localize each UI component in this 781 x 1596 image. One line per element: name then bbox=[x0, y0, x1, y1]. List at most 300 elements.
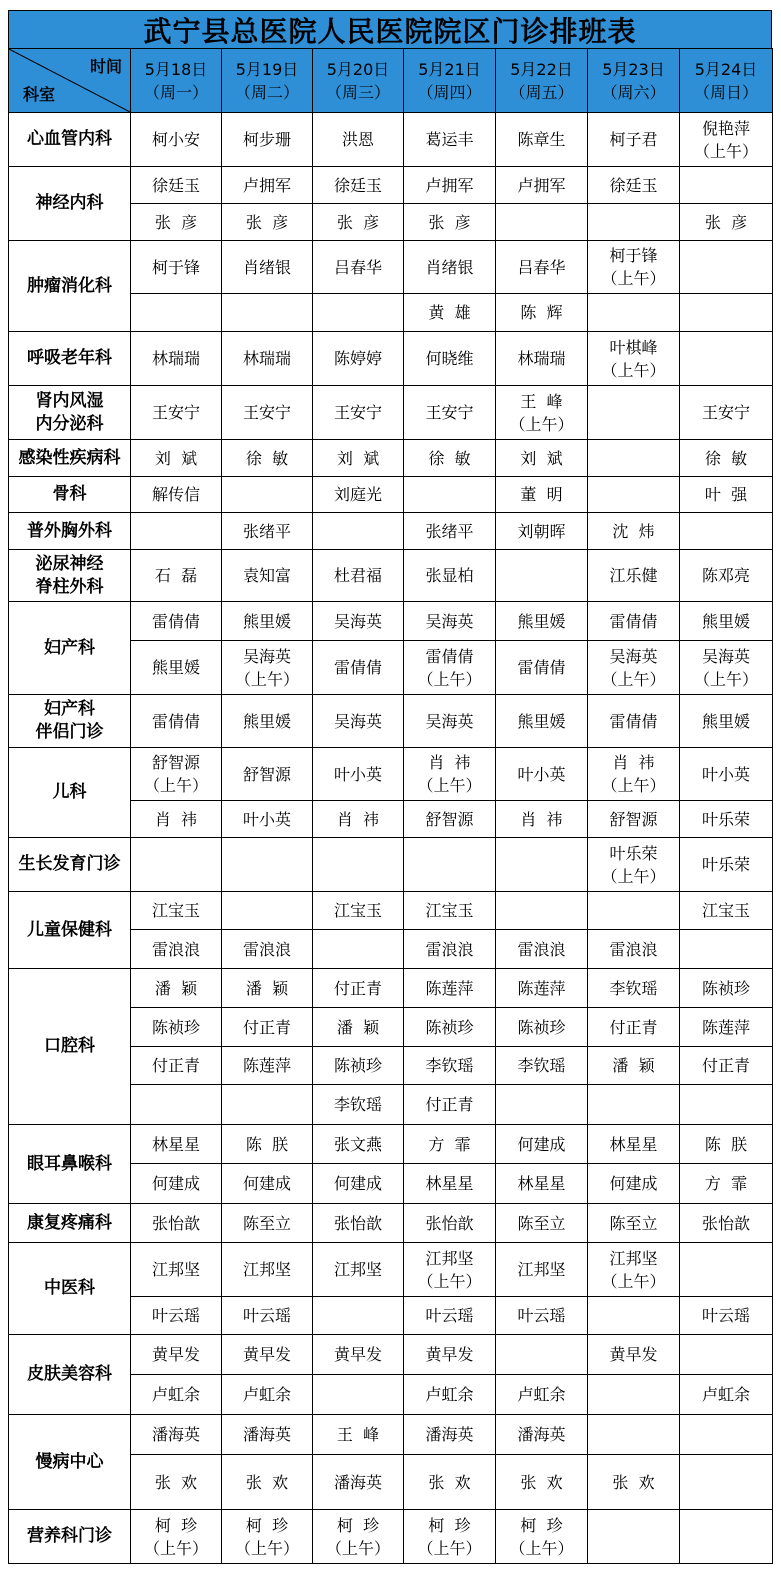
doctor-name: 林瑞瑞 bbox=[151, 349, 200, 368]
schedule-cell bbox=[222, 440, 313, 477]
schedule-cell bbox=[404, 477, 496, 513]
schedule-cell bbox=[680, 1085, 773, 1125]
schedule-cell bbox=[313, 386, 404, 440]
doctor-name: 付正青 bbox=[609, 1017, 658, 1037]
schedule-cell bbox=[131, 1204, 222, 1243]
session-note: （上午） bbox=[693, 669, 758, 689]
schedule-cell bbox=[131, 892, 222, 930]
schedule-cell bbox=[222, 969, 313, 1008]
schedule-cell bbox=[680, 930, 773, 969]
schedule-cell bbox=[313, 1510, 404, 1564]
session-note: （上午） bbox=[601, 776, 666, 795]
schedule-cell bbox=[680, 969, 773, 1008]
doctor-name: 叶乐荣 bbox=[701, 855, 750, 874]
schedule-cell bbox=[680, 167, 773, 204]
doctor-name: 吴海英 bbox=[333, 711, 382, 731]
department-name-line: 伴侣门诊 bbox=[35, 722, 104, 742]
doctor-name: 黄早发 bbox=[242, 1345, 291, 1364]
schedule-cell bbox=[496, 1085, 588, 1125]
schedule-cell bbox=[404, 1375, 496, 1415]
doctor-name: 张 欢 bbox=[245, 1472, 289, 1492]
schedule-cell bbox=[680, 241, 773, 294]
schedule-cell bbox=[680, 1415, 773, 1455]
schedule-cell bbox=[496, 113, 588, 167]
schedule-cell bbox=[496, 332, 588, 386]
schedule-cell bbox=[588, 1243, 680, 1297]
doctor-name: 何建成 bbox=[333, 1174, 382, 1193]
schedule-row bbox=[9, 602, 773, 641]
doctor-name: 潘海英 bbox=[333, 1472, 382, 1492]
schedule-cell bbox=[496, 167, 588, 204]
schedule-cell bbox=[680, 332, 773, 386]
schedule-cell bbox=[131, 294, 222, 332]
department-name bbox=[9, 1125, 131, 1204]
schedule-cell bbox=[313, 440, 404, 477]
schedule-cell bbox=[404, 930, 496, 969]
schedule-cell bbox=[222, 113, 313, 167]
doctor-name: 吴海英 bbox=[425, 611, 474, 631]
doctor-name: 雷倩倩 bbox=[609, 711, 658, 731]
schedule-cell bbox=[222, 1085, 313, 1125]
doctor-name: 叶云瑶 bbox=[151, 1306, 200, 1325]
session-note: （上午） bbox=[601, 1271, 666, 1291]
schedule-cell bbox=[313, 748, 404, 801]
schedule-cell bbox=[680, 1335, 773, 1375]
schedule-row bbox=[9, 167, 773, 204]
doctor-name: 王安宁 bbox=[333, 403, 382, 422]
doctor-name: 洪恩 bbox=[341, 130, 374, 149]
schedule-cell bbox=[588, 1455, 680, 1510]
schedule-cell bbox=[680, 386, 773, 440]
schedule-cell bbox=[496, 1164, 588, 1204]
doctor-name: 雷倩倩 bbox=[333, 658, 382, 677]
doctor-name: 张 彦 bbox=[336, 212, 380, 232]
doctor-name: 陈祯珍 bbox=[701, 978, 750, 998]
schedule-cell bbox=[313, 1375, 404, 1415]
schedule-row bbox=[9, 1204, 773, 1243]
doctor-name: 黄早发 bbox=[151, 1345, 200, 1364]
schedule-cell bbox=[313, 602, 404, 641]
schedule-cell bbox=[131, 1375, 222, 1415]
doctor-name: 陈婷婷 bbox=[333, 349, 382, 368]
department-name bbox=[9, 1335, 131, 1415]
schedule-cell bbox=[313, 332, 404, 386]
doctor-name: 雷浪浪 bbox=[425, 939, 474, 959]
doctor-name: 李钦瑶 bbox=[333, 1095, 382, 1114]
schedule-cell bbox=[496, 1335, 588, 1375]
schedule-cell bbox=[222, 1008, 313, 1047]
doctor-name: 潘 颖 bbox=[245, 978, 289, 998]
doctor-name: 叶小英 bbox=[333, 764, 382, 784]
doctor-name: 江邦坚 bbox=[333, 1260, 382, 1279]
doctor-name: 卢拥军 bbox=[242, 175, 291, 195]
schedule-cell bbox=[588, 641, 680, 695]
schedule-cell bbox=[131, 1415, 222, 1455]
schedule-cell bbox=[588, 440, 680, 477]
schedule-cell bbox=[313, 838, 404, 892]
schedule-cell bbox=[496, 602, 588, 641]
session-note: （上午） bbox=[509, 1538, 574, 1558]
schedule-cell bbox=[222, 1455, 313, 1510]
schedule-cell bbox=[680, 1164, 773, 1204]
schedule-cell bbox=[131, 1125, 222, 1164]
schedule-cell bbox=[313, 1085, 404, 1125]
schedule-cell bbox=[404, 513, 496, 550]
doctor-name: 江邦坚 bbox=[242, 1260, 291, 1279]
department-name-line: 呼吸老年科 bbox=[27, 348, 112, 368]
schedule-cell bbox=[131, 838, 222, 892]
department-name-line: 骨科 bbox=[52, 484, 87, 504]
doctor-name: 陈莲萍 bbox=[242, 1056, 291, 1075]
schedule-cell bbox=[222, 1297, 313, 1335]
doctor-name: 陈莲萍 bbox=[425, 978, 474, 998]
schedule-cell bbox=[131, 641, 222, 695]
schedule-cell bbox=[588, 1164, 680, 1204]
doctor-name: 熊里媛 bbox=[242, 711, 291, 731]
schedule-cell bbox=[131, 801, 222, 838]
day-date: 5月22日 bbox=[510, 59, 573, 79]
schedule-cell bbox=[404, 801, 496, 838]
department-name-line: 妇产科 bbox=[44, 637, 95, 658]
schedule-cell bbox=[404, 1125, 496, 1164]
department-name-line: 康复疼痛科 bbox=[27, 1212, 112, 1233]
schedule-cell bbox=[313, 113, 404, 167]
doctor-name: 黄早发 bbox=[609, 1345, 658, 1364]
department-name-line: 普外胸外科 bbox=[27, 520, 112, 541]
schedule-cell bbox=[496, 386, 588, 440]
schedule-cell bbox=[131, 332, 222, 386]
schedule-cell bbox=[680, 550, 773, 602]
doctor-name: 陈 朕 bbox=[245, 1134, 289, 1154]
doctor-name: 何建成 bbox=[242, 1174, 291, 1193]
doctor-name: 刘 斌 bbox=[336, 448, 380, 468]
schedule-cell bbox=[222, 892, 313, 930]
doctor-name: 徐 敏 bbox=[428, 448, 471, 468]
schedule-row bbox=[9, 550, 773, 602]
doctor-name: 张绪平 bbox=[242, 521, 291, 541]
doctor-name: 何建成 bbox=[517, 1134, 566, 1154]
doctor-name: 刘庭光 bbox=[333, 485, 382, 504]
schedule-row bbox=[9, 332, 773, 386]
department-name-line: 营养科门诊 bbox=[27, 1526, 112, 1546]
doctor-name: 陈祯珍 bbox=[151, 1017, 200, 1037]
schedule-cell bbox=[313, 930, 404, 969]
schedule-cell bbox=[588, 1047, 680, 1085]
schedule-cell bbox=[313, 294, 404, 332]
doctor-name: 王安宁 bbox=[151, 403, 200, 422]
day-weekday: （周一） bbox=[143, 82, 208, 102]
session-note: （上午） bbox=[417, 669, 482, 689]
schedule-cell bbox=[404, 641, 496, 695]
doctor-name: 林星星 bbox=[609, 1134, 658, 1154]
doctor-name: 陈祯珍 bbox=[517, 1017, 566, 1037]
department-name bbox=[9, 695, 131, 748]
doctor-name: 林星星 bbox=[425, 1174, 474, 1193]
department-name-line: 儿科 bbox=[52, 782, 87, 802]
schedule-cell bbox=[404, 332, 496, 386]
doctor-name: 林星星 bbox=[151, 1134, 200, 1154]
day-weekday: （周四） bbox=[417, 82, 482, 102]
schedule-cell bbox=[222, 748, 313, 801]
doctor-name: 陈 辉 bbox=[520, 303, 563, 322]
doctor-name: 雷浪浪 bbox=[517, 939, 566, 959]
schedule-cell bbox=[680, 513, 773, 550]
doctor-name: 舒智源 bbox=[151, 753, 200, 772]
department-name-line: 感染性疾病科 bbox=[18, 447, 121, 468]
schedule-cell bbox=[131, 1510, 222, 1564]
schedule-cell bbox=[680, 748, 773, 801]
doctor-name: 刘 斌 bbox=[520, 448, 563, 468]
doctor-name: 潘海英 bbox=[151, 1425, 200, 1444]
doctor-name: 吴海英 bbox=[701, 646, 750, 666]
doctor-name: 吴海英 bbox=[333, 611, 382, 631]
schedule-cell bbox=[588, 695, 680, 748]
schedule-cell bbox=[222, 602, 313, 641]
schedule-cell bbox=[222, 204, 313, 241]
doctor-name: 徐廷玉 bbox=[609, 175, 658, 195]
doctor-name: 肖绪银 bbox=[425, 257, 474, 277]
schedule-cell bbox=[588, 167, 680, 204]
doctor-name: 柯小安 bbox=[151, 130, 200, 149]
schedule-cell bbox=[222, 1335, 313, 1375]
doctor-name: 潘海英 bbox=[517, 1425, 566, 1444]
doctor-name: 张怡歆 bbox=[151, 1213, 200, 1233]
schedule-row bbox=[9, 477, 773, 513]
schedule-cell bbox=[588, 892, 680, 930]
schedule-cell bbox=[131, 513, 222, 550]
day-date: 5月24日 bbox=[694, 59, 758, 79]
day-header bbox=[313, 49, 404, 113]
doctor-name: 江宝玉 bbox=[151, 901, 200, 920]
doctor-name: 陈至立 bbox=[609, 1213, 658, 1233]
schedule-cell bbox=[588, 204, 680, 241]
day-weekday: （周二） bbox=[234, 82, 299, 102]
doctor-name: 方 霏 bbox=[704, 1174, 748, 1193]
schedule-cell bbox=[680, 892, 773, 930]
schedule-cell bbox=[588, 1375, 680, 1415]
department-name bbox=[9, 1510, 131, 1564]
schedule-cell bbox=[496, 930, 588, 969]
day-header bbox=[680, 49, 773, 113]
doctor-name: 张文燕 bbox=[333, 1134, 382, 1154]
doctor-name: 李钦瑶 bbox=[517, 1056, 566, 1075]
schedule-cell bbox=[680, 695, 773, 748]
schedule-cell bbox=[313, 1125, 404, 1164]
schedule-cell bbox=[496, 204, 588, 241]
doctor-name: 何晓维 bbox=[425, 349, 474, 368]
day-header bbox=[496, 49, 588, 113]
schedule-cell bbox=[313, 1297, 404, 1335]
schedule-cell bbox=[496, 1510, 588, 1564]
doctor-name: 陈 朕 bbox=[704, 1134, 748, 1154]
doctor-name: 江宝玉 bbox=[333, 901, 382, 920]
department-name bbox=[9, 602, 131, 695]
doctor-name: 黄早发 bbox=[333, 1345, 382, 1364]
schedule-cell bbox=[404, 1164, 496, 1204]
schedule-cell bbox=[131, 440, 222, 477]
department-name-line: 生长发育门诊 bbox=[18, 854, 121, 874]
doctor-name: 潘 颖 bbox=[336, 1017, 380, 1037]
doctor-name: 江宝玉 bbox=[425, 901, 474, 920]
schedule-cell bbox=[404, 695, 496, 748]
schedule-cell bbox=[222, 1375, 313, 1415]
schedule-cell bbox=[588, 838, 680, 892]
schedule-cell bbox=[131, 550, 222, 602]
department-name-line: 肾内风湿 bbox=[35, 390, 104, 411]
schedule-row bbox=[9, 241, 773, 294]
schedule-cell bbox=[496, 1008, 588, 1047]
session-note: （上午） bbox=[417, 776, 482, 795]
schedule-cell bbox=[496, 748, 588, 801]
schedule-cell bbox=[222, 1164, 313, 1204]
schedule-cell bbox=[222, 1204, 313, 1243]
schedule-cell bbox=[496, 641, 588, 695]
department-name-line: 慢病中心 bbox=[35, 1451, 104, 1472]
department-name-line: 儿童保健科 bbox=[27, 919, 112, 940]
schedule-cell bbox=[131, 1243, 222, 1297]
schedule-cell bbox=[496, 477, 588, 513]
doctor-name: 卢拥军 bbox=[517, 175, 566, 195]
session-note: （上午） bbox=[417, 1271, 482, 1291]
schedule-cell bbox=[313, 1455, 404, 1510]
doctor-name: 林星星 bbox=[517, 1174, 566, 1193]
doctor-name: 潘 颖 bbox=[154, 978, 198, 998]
day-weekday: （周六） bbox=[601, 82, 666, 102]
schedule-cell bbox=[588, 332, 680, 386]
corner-header bbox=[9, 49, 131, 113]
doctor-name: 江邦坚 bbox=[517, 1260, 566, 1279]
session-note: （上午） bbox=[601, 866, 666, 886]
schedule-cell bbox=[496, 801, 588, 838]
doctor-name: 张显柏 bbox=[425, 566, 474, 585]
doctor-name: 雷浪浪 bbox=[151, 939, 200, 959]
schedule-cell bbox=[404, 838, 496, 892]
schedule-cell bbox=[313, 477, 404, 513]
schedule-cell bbox=[222, 294, 313, 332]
schedule-cell bbox=[131, 1085, 222, 1125]
department-name-line: 心血管内科 bbox=[27, 129, 112, 149]
schedule-cell bbox=[313, 1164, 404, 1204]
schedule-cell bbox=[588, 602, 680, 641]
department-name bbox=[9, 241, 131, 332]
doctor-name: 徐廷玉 bbox=[333, 175, 382, 195]
doctor-name: 卢虹余 bbox=[425, 1385, 474, 1404]
doctor-name: 叶小英 bbox=[242, 809, 291, 829]
schedule-cell bbox=[131, 477, 222, 513]
schedule-cell bbox=[404, 386, 496, 440]
doctor-name: 王 峰 bbox=[520, 391, 563, 411]
doctor-name: 叶小英 bbox=[701, 764, 750, 784]
schedule-row bbox=[9, 513, 773, 550]
schedule-cell bbox=[313, 641, 404, 695]
doctor-name: 江宝玉 bbox=[701, 901, 750, 920]
schedule-cell bbox=[404, 294, 496, 332]
doctor-name: 张 彦 bbox=[245, 212, 289, 232]
schedule-cell bbox=[404, 1415, 496, 1455]
schedule-cell bbox=[222, 386, 313, 440]
doctor-name: 徐廷玉 bbox=[151, 175, 200, 195]
schedule-cell bbox=[404, 602, 496, 641]
schedule-cell bbox=[131, 204, 222, 241]
schedule-cell bbox=[222, 641, 313, 695]
schedule-cell bbox=[496, 1297, 588, 1335]
doctor-name: 何建成 bbox=[609, 1174, 658, 1193]
schedule-cell bbox=[496, 513, 588, 550]
schedule-cell bbox=[496, 892, 588, 930]
department-name-line: 口腔科 bbox=[44, 1036, 95, 1056]
session-note: （上午） bbox=[234, 669, 299, 689]
schedule-cell bbox=[588, 241, 680, 294]
schedule-cell bbox=[496, 969, 588, 1008]
doctor-name: 舒智源 bbox=[609, 809, 658, 829]
schedule-cell bbox=[131, 1335, 222, 1375]
department-name bbox=[9, 969, 131, 1125]
doctor-name: 李钦瑶 bbox=[425, 1056, 474, 1075]
doctor-name: 王安宁 bbox=[701, 403, 750, 422]
department-name bbox=[9, 838, 131, 892]
department-name-line: 脊柱外科 bbox=[35, 576, 104, 597]
schedule-cell bbox=[313, 1047, 404, 1085]
schedule-cell bbox=[680, 1455, 773, 1510]
schedule-cell bbox=[222, 1047, 313, 1085]
schedule-cell bbox=[680, 1375, 773, 1415]
department-name-line: 肿瘤消化科 bbox=[27, 275, 112, 296]
schedule-cell bbox=[496, 440, 588, 477]
schedule-cell bbox=[496, 1204, 588, 1243]
doctor-name: 肖绪银 bbox=[242, 257, 291, 277]
doctor-name: 潘 颖 bbox=[612, 1056, 655, 1075]
schedule-cell bbox=[313, 241, 404, 294]
doctor-name: 叶乐荣 bbox=[701, 809, 750, 829]
schedule-cell bbox=[680, 838, 773, 892]
schedule-cell bbox=[680, 204, 773, 241]
doctor-name: 卢虹余 bbox=[151, 1385, 200, 1404]
page-title: 武宁县总医院人民医院院区门诊排班表 bbox=[8, 10, 772, 49]
doctor-name: 解传信 bbox=[151, 485, 200, 504]
schedule-row bbox=[9, 386, 773, 440]
schedule-cell bbox=[131, 1164, 222, 1204]
schedule-cell bbox=[313, 695, 404, 748]
doctor-name: 雷倩倩 bbox=[151, 611, 200, 631]
doctor-name: 沈 炜 bbox=[612, 521, 655, 541]
doctor-name: 柯于锋 bbox=[151, 257, 200, 277]
doctor-name: 叶 强 bbox=[704, 485, 748, 504]
doctor-name: 卢虹余 bbox=[517, 1385, 566, 1404]
doctor-name: 刘朝晖 bbox=[517, 521, 566, 541]
schedule-cell bbox=[588, 748, 680, 801]
schedule-cell bbox=[313, 801, 404, 838]
header-row bbox=[9, 49, 773, 113]
schedule-cell bbox=[588, 294, 680, 332]
schedule-cell bbox=[131, 1047, 222, 1085]
doctor-name: 张怡歆 bbox=[425, 1213, 474, 1233]
schedule-cell bbox=[131, 969, 222, 1008]
session-note: （上午） bbox=[234, 1538, 299, 1558]
department-name bbox=[9, 477, 131, 513]
schedule-cell bbox=[222, 1125, 313, 1164]
doctor-name: 付正青 bbox=[701, 1056, 750, 1075]
schedule-cell bbox=[131, 386, 222, 440]
schedule-cell bbox=[404, 1455, 496, 1510]
schedule-cell bbox=[313, 1204, 404, 1243]
schedule-cell bbox=[131, 695, 222, 748]
doctor-name: 江邦坚 bbox=[425, 1248, 474, 1268]
doctor-name: 王安宁 bbox=[242, 403, 291, 422]
doctor-name: 雷浪浪 bbox=[609, 939, 658, 959]
schedule-cell bbox=[313, 892, 404, 930]
department-name-line: 神经内科 bbox=[35, 193, 104, 213]
schedule-cell bbox=[404, 1204, 496, 1243]
